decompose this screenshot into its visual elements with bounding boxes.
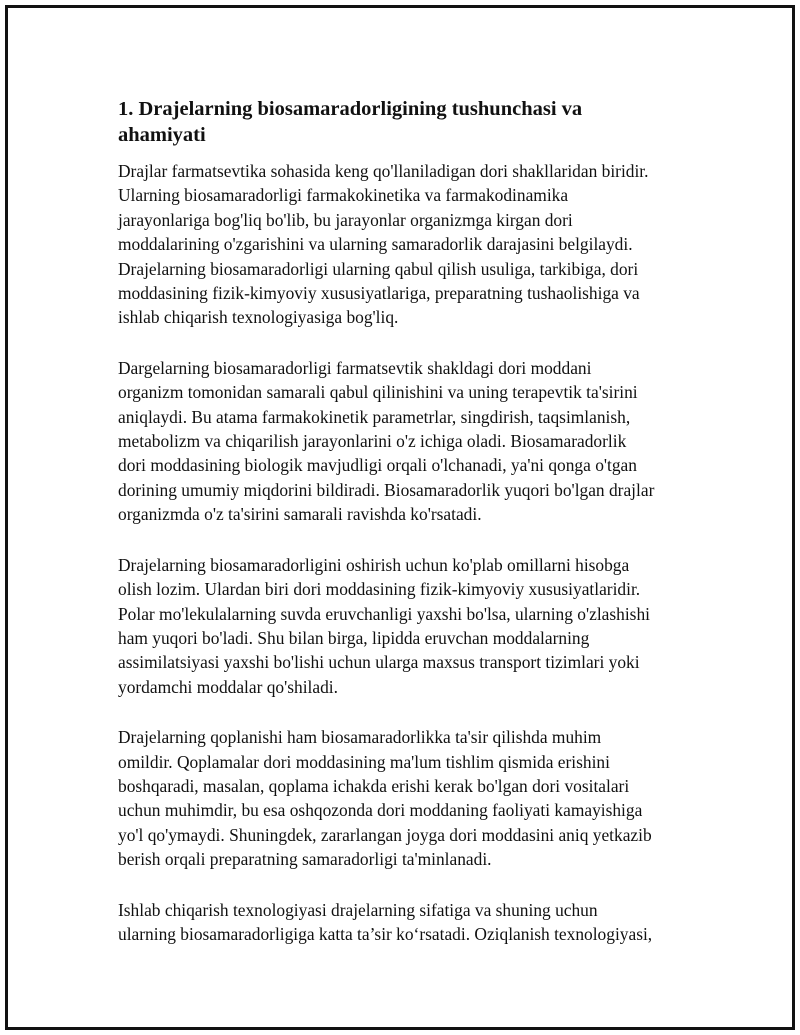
heading-line: ahamiyati: [118, 124, 206, 146]
paragraph-line: assimilatsiyasi yaxshi bo'lishi uchun ularga maxsus transport tizimlari yoki: [118, 652, 640, 673]
paragraph-line: yordamchi moddalar qo'shiladi.: [118, 676, 338, 697]
paragraph-line: metabolizm va chiqarilish jarayonlarini o'z ichiga oladi. Biosamaradorlik: [118, 431, 627, 452]
paragraph-line: moddasining fizik-kimyoviy xususiyatlariga, preparatning tushaolishiga va: [118, 283, 640, 304]
paragraph-line: dorining umumiy miqdorini bildiradi. Biosamaradorlik yuqori bo'lgan drajlar: [118, 479, 655, 500]
page-frame: [5, 5, 795, 1030]
paragraph-line: Drajelarning qoplanishi ham biosamaradorlikka ta'sir qilishda muhim: [118, 727, 602, 748]
paragraph-line: Drajelarning biosamaradorligini oshirish uchun ko'plab omillarni hisobga: [118, 554, 630, 575]
paragraph-line: dori moddasining biologik mavjudligi orqali o'lchanadi, ya'ni qonga o'tgan: [118, 455, 637, 476]
paragraph-line: aniqlaydi. Bu atama farmakokinetik parametrlar, singdirish, taqsimlanish,: [118, 406, 631, 427]
paragraph-line: Drajlar farmatsevtika sohasida keng qo'llaniladigan dori shakllaridan biridir.: [118, 161, 649, 181]
paragraph-line: Ularning biosamaradorligi farmakokinetika va farmakodinamika: [118, 185, 569, 206]
paragraph: [118, 725, 698, 871]
paragraph: [118, 356, 698, 527]
paragraph-line: omildir. Qoplamalar dori moddasining ma'lum tishlim qismida erishini: [118, 751, 610, 772]
paragraph-line: ham yuqori bo'ladi. Shu bilan birga, lipidda eruvchan moddalarning: [118, 627, 590, 648]
heading-line: 1. Drajelarning biosamaradorligining tushunchasi va: [118, 98, 583, 120]
paragraph: [118, 898, 698, 947]
paragraph-line: uchun muhimdir, bu esa oshqozonda dori moddaning faoliyati kamayishiga: [118, 800, 643, 821]
paragraph-line: yo'l qo'ymaydi. Shuningdek, zararlangan joyga dori moddasini aniq yetkazib: [118, 824, 652, 845]
paragraph-line: Dargelarning biosamaradorligi farmatsevtik shakldagi dori moddani: [118, 357, 592, 378]
paragraph-line: jarayonlariga bog'liq bo'lib, bu jarayonlar organizmga kirgan dori: [118, 209, 573, 230]
section-heading: [118, 96, 698, 148]
paragraph-line: Drajelarning biosamaradorligi ularning qabul qilish usuliga, tarkibiga, dori: [118, 258, 639, 279]
paragraphs: [118, 159, 698, 946]
paragraph-line: ishlab chiqarish texnologiyasiga bog'liq.: [118, 307, 399, 328]
paragraph-line: boshqaradi, masalan, qoplama ichakda erishi kerak bo'lgan dori vositalari: [118, 775, 630, 796]
paragraph-line: berish orqali preparatning samaradorligi ta'minlanadi.: [118, 849, 492, 870]
paragraph-line: olish lozim. Ulardan biri dori moddasining fizik-kimyoviy xususiyatlaridir.: [118, 579, 641, 600]
paragraph-line: ularning biosamaradorligiga katta ta’sir ko‘rsatadi. Oziqlanish texnologiyasi,: [118, 923, 653, 944]
paragraph: [118, 159, 698, 330]
paragraph-line: organizm tomonidan samarali qabul qilinishini va uning terapevtik ta'sirini: [118, 382, 638, 403]
paragraph-line: Ishlab chiqarish texnologiyasi drajelarning sifatiga va shuning uchun: [118, 899, 598, 920]
paragraph: [118, 553, 698, 699]
paragraph-line: moddalarining o'zgarishini va ularning samaradorlik darajasini belgilaydi.: [118, 234, 633, 255]
document-body: [118, 96, 698, 972]
paragraph-line: organizmda o'z ta'sirini samarali ravishda ko'rsatadi.: [118, 504, 482, 525]
paragraph-line: Polar mo'lekulalarning suvda eruvchanligi yaxshi bo'lsa, ularning o'zlashishi: [118, 603, 650, 624]
